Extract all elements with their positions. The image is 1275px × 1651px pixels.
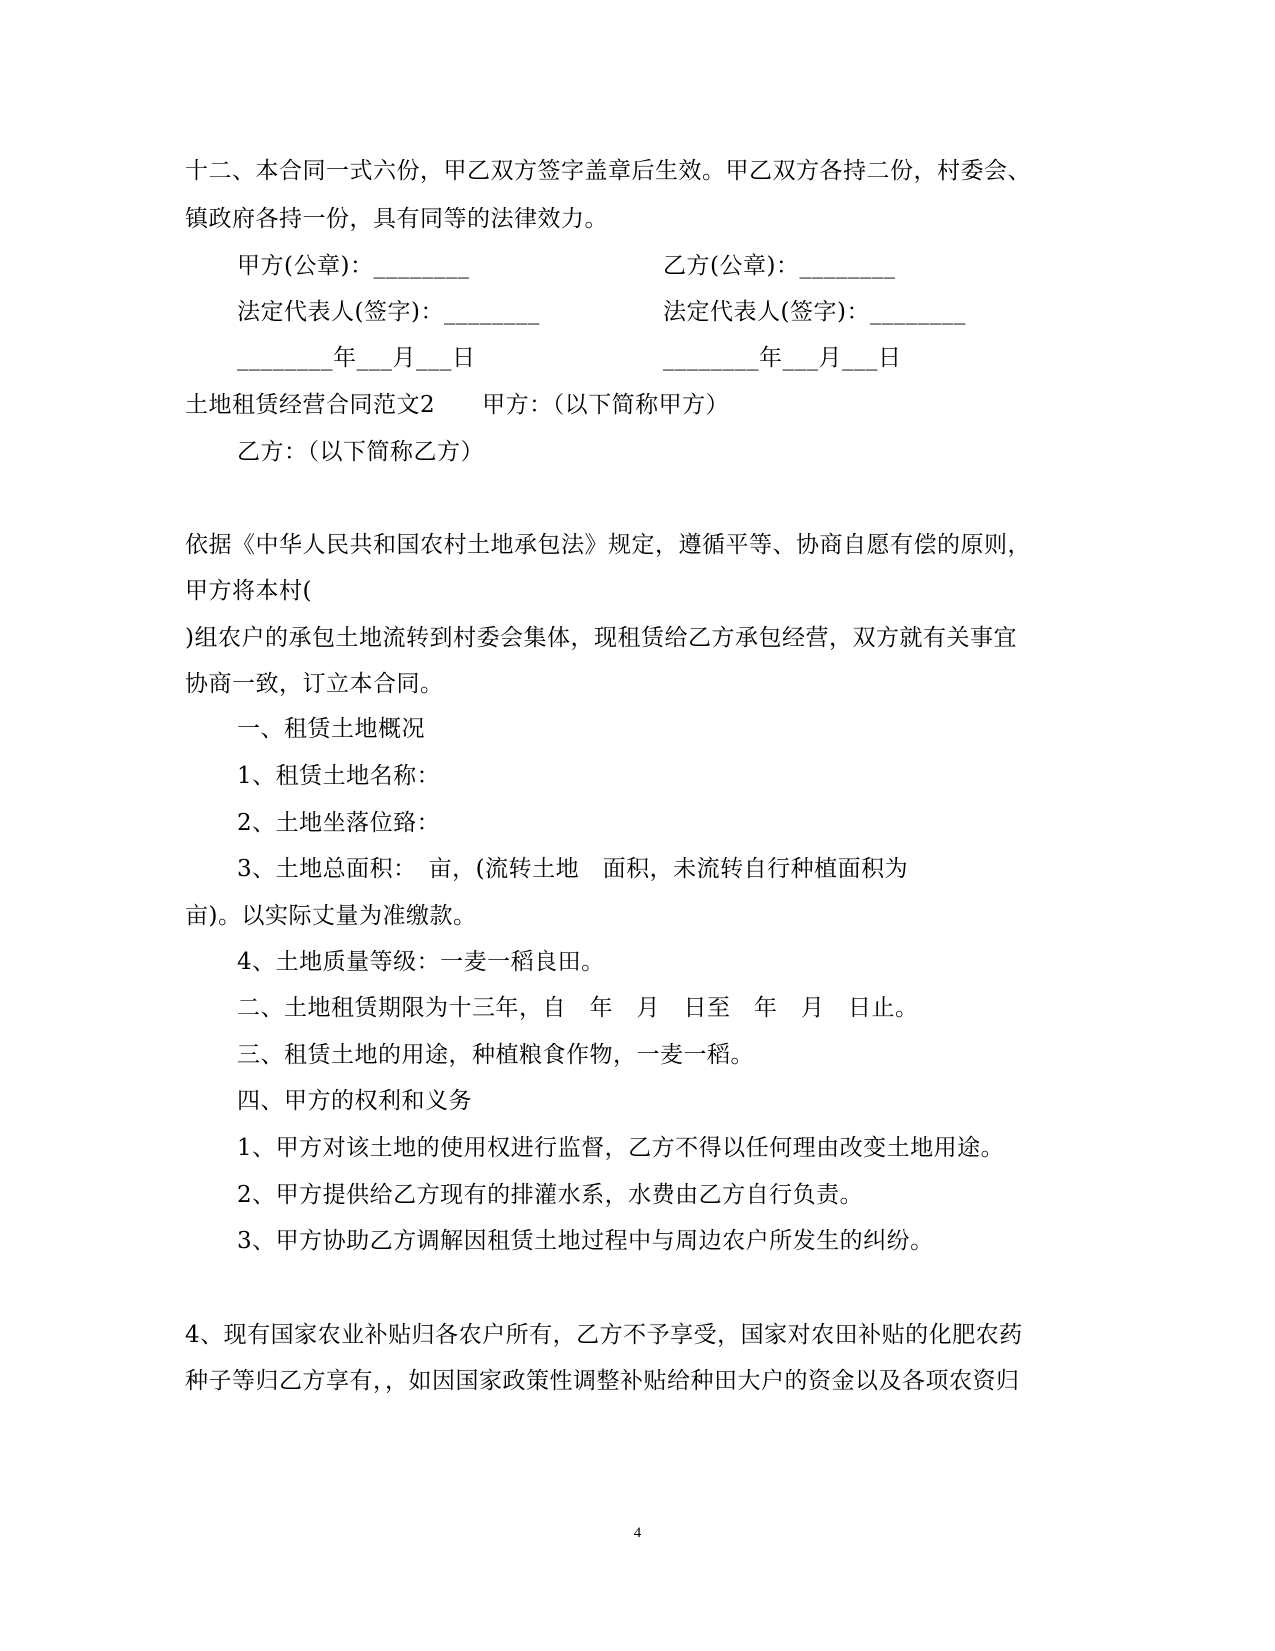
clause-12-line-2: 镇政府各持一份，具有同等的法律效力。	[185, 206, 608, 232]
party-b-rep: 法定代表人(签字)：________	[663, 299, 966, 325]
clause-line: 3、土地总面积： 亩，(流转土地 面积，未流转自行种植面积为	[237, 856, 909, 882]
clause-3-continuation: 亩)。以实际丈量为准缴款。	[185, 903, 477, 929]
body-line-3: )组农户的承包土地流转到村委会集体，现租赁给乙方承包经营，双方就有关事宜	[185, 625, 1017, 651]
clause-line: 三、租赁土地的用途，种植粮食作物，一麦一稻。	[237, 1042, 754, 1068]
clause-line: 2、甲方提供给乙方现有的排灌水系，水费由乙方自行负责。	[237, 1182, 864, 1208]
clause-line: 3、甲方协助乙方调解因租赁土地过程中与周边农户所发生的纠纷。	[237, 1228, 934, 1254]
page-number: 4	[633, 1525, 642, 1541]
clause-line: 四、甲方的权利和义务	[237, 1088, 472, 1114]
clause-line: 4、土地质量等级：一麦一稻良田。	[237, 949, 605, 975]
party-b-seal: 乙方(公章)：________	[663, 253, 896, 279]
tail-line-1: 4、现有国家农业补贴归各农户所有，乙方不予享受，国家对农田补贴的化肥农药	[185, 1322, 1023, 1348]
party-a-rep: 法定代表人(签字)：________	[237, 299, 540, 325]
clause-line: 二、土地租赁期限为十三年，自 年 月 日至 年 月 日止。	[237, 995, 919, 1021]
contract-title-line: 土地租赁经营合同范文2 甲方：（以下简称甲方）	[185, 392, 730, 418]
party-b-date: ________年___月___日	[663, 345, 902, 371]
clause-12-line-1: 十二、本合同一式六份，甲乙双方签字盖章后生效。甲乙双方各持二份，村委会、	[185, 158, 1031, 184]
party-a-date: ________年___月___日	[237, 345, 476, 371]
body-line-4: 协商一致，订立本合同。	[185, 671, 444, 697]
clause-line: 1、租赁土地名称：	[237, 763, 441, 789]
clause-line: 1、甲方对该土地的使用权进行监督，乙方不得以任何理由改变土地用途。	[237, 1135, 1005, 1161]
body-line-2: 甲方将本村(	[185, 578, 312, 604]
clause-line: 2、土地坐落位臵：	[237, 810, 441, 836]
signature-row-seal	[237, 252, 469, 280]
party-b-line: 乙方：（以下简称乙方）	[237, 439, 484, 465]
tail-line-2: 种子等归乙方享有，，如因国家政策性调整补贴给种田大户的资金以及各项农资归	[185, 1368, 1020, 1394]
party-a-seal: 甲方(公章)：________	[237, 253, 470, 279]
clause-line: 一、租赁土地概况	[237, 716, 425, 742]
body-line-1: 依据《中华人民共和国农村土地承包法》规定，遵循平等、协商自愿有偿的原则，	[185, 532, 1031, 558]
